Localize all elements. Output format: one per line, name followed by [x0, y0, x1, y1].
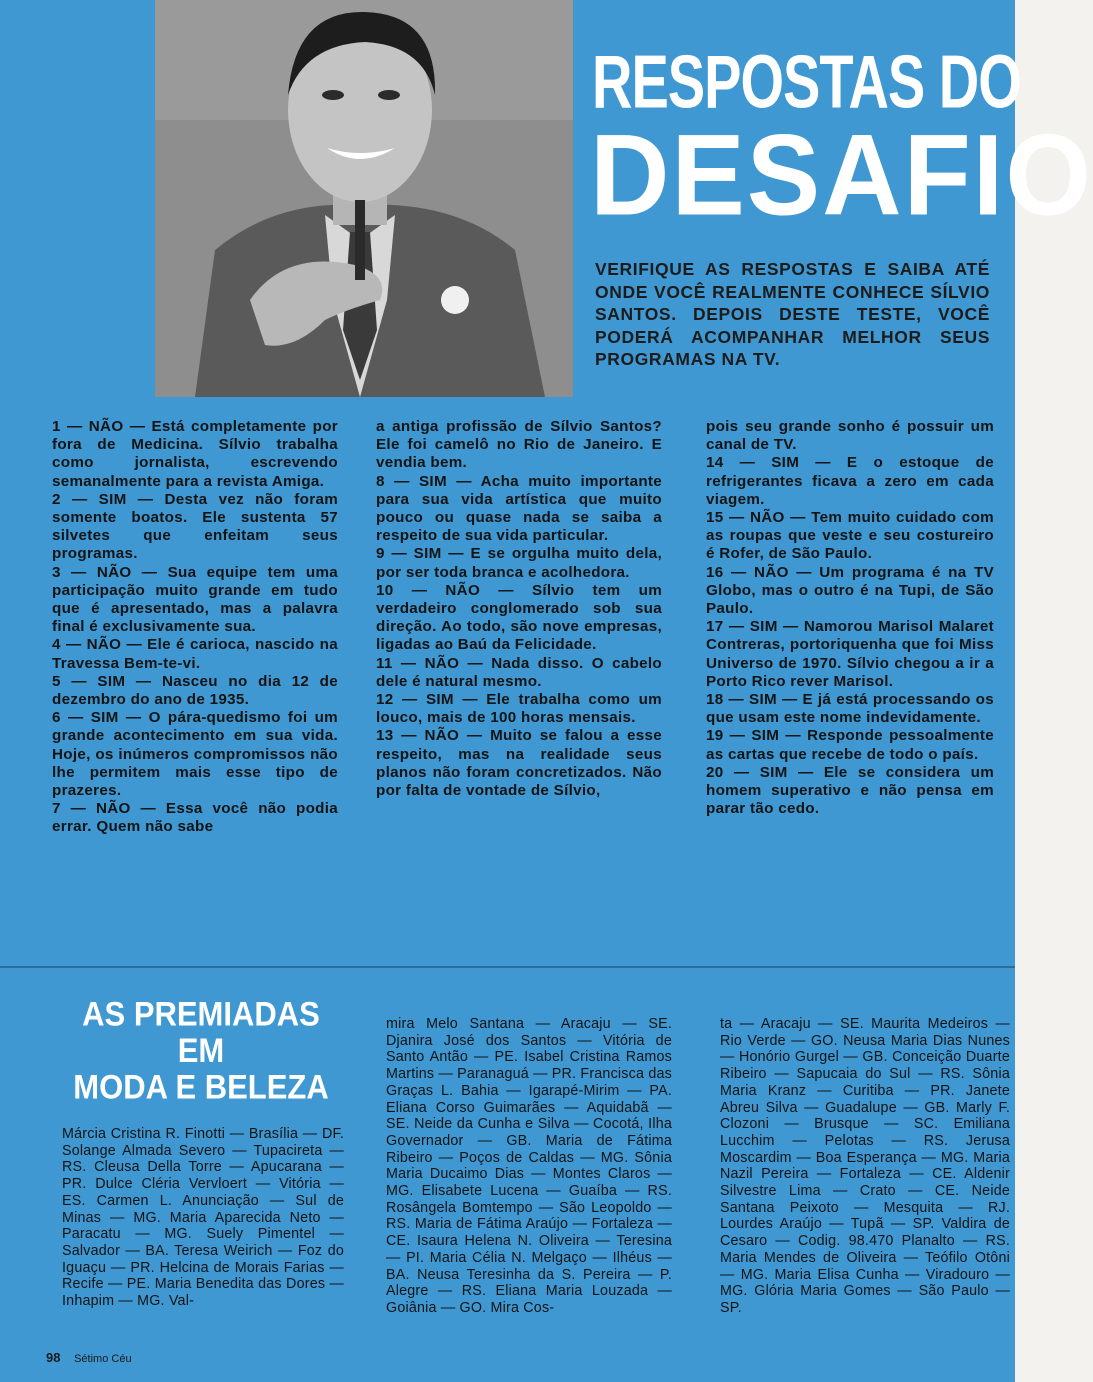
headline-line1: RESPOSTAS DO [592, 38, 1021, 124]
answer-paragraph: 1 — NÃO — Está completamente por fora de Medicina. Sílvio trabalha como jornalista, escrevendo semanalmente para a revista Amiga. [52, 418, 338, 490]
answer-paragraph: 14 — SIM — E o estoque de refrigerantes ficava a zero em cada viagem. [706, 454, 994, 508]
winners-column-2: mira Melo Santana — Aracaju — SE. Djanira José dos Santos — Vitória de Santo Antão — PE. Isabel Cristina Ramos Martins — Paranaguá — PR. Francisca das Graças L. Bahia — Igarapé-Mirim — PA. Eliana Corso Guimarães — Aquidabã — SE. Neide da Cunha e Silva — Cocotá, Ilha Governador — GB. Maria de Fátima Ribeiro — Poços de Caldas — MG. Sônia Maria Ducaimo Dias — Montes Claros — MG. Elisabete Lucena — Guaíba — RS. Rosângela Bomtempo — São Leopoldo — RS. Maria de Fátima Araújo — Fortaleza — CE. Isaura Helena N. Oliveira — Teresina — PI. Maria Célia N. Melgaço — Ilhéus — BA. Neusa Teresinha da S. Pereira — P. Alegre — RS. Eliana Maria Louzada — Goiânia — GO. Mira Cos- [386, 1016, 672, 1316]
answer-paragraph: 5 — SIM — Nasceu no dia 12 de dezembro do ano de 1935. [52, 672, 338, 709]
answers-column-2 [376, 418, 662, 800]
silvio-santos-photo [155, 0, 573, 397]
answer-paragraph: 11 — NÃO — Nada disso. O cabelo dele é natural mesmo. [376, 654, 662, 690]
answer-paragraph: 19 — SIM — Responde pessoalmente as cartas que recebe de todo o país. [706, 727, 994, 763]
prize-title-line: MODA E BELEZA [73, 1067, 329, 1106]
prize-title-line: AS PREMIADAS [82, 994, 320, 1034]
answer-paragraph: 6 — SIM — O pára-quedismo foi um grande acontecimento em sua vida. Hoje, os inúmeros compromissos não lhe permitem mais esse tipo de prazeres. [52, 709, 338, 800]
section-divider [0, 966, 1015, 968]
answer-paragraph: 2 — SIM — Desta vez não foram somente boatos. Ele sustenta 57 silvetes que enfeitam seus programas. [52, 490, 338, 563]
answer-paragraph: 8 — SIM — Acha muito importante para sua vida artística que muito pouco ou quase nada se saiba a respeito de sua vida particular. [376, 472, 662, 545]
answers-column-3 [706, 418, 994, 818]
answer-paragraph: 13 — NÃO — Muito se falou a esse respeito, mas na realidade seus planos não foram concretizados. Não por falta de vontade de Sílvio, [376, 727, 662, 800]
answer-paragraph: 18 — SIM — E já está processando os que usam este nome indevidamente. [706, 691, 994, 727]
answer-paragraph: 15 — NÃO — Tem muito cuidado com as roupas que veste e seu costureiro é Rofer, de São Paulo. [706, 509, 994, 563]
answer-paragraph: 16 — NÃO — Um programa é na TV Globo, mas o outro é na Tupi, de São Paulo. [706, 563, 994, 618]
answer-paragraph: 17 — SIM — Namorou Marisol Malaret Contreras, portoriquenha que foi Miss Universo de 1970. Sílvio chegou a ir a Porto Rico rever Marisol. [706, 618, 994, 690]
prize-section-title [56, 996, 346, 1105]
answer-paragraph: 7 — NÃO — Essa você não podia errar. Quem não sabe [52, 800, 338, 836]
answer-paragraph: pois seu grande sonho é possuir um canal de TV. [706, 418, 994, 454]
answer-paragraph: 3 — NÃO — Sua equipe tem uma participação muito grande em tudo que é apresentado, mas a palavra final é exclusivamente sua. [52, 563, 338, 636]
winners-column-3: ta — Aracaju — SE. Maurita Medeiros — Rio Verde — GO. Neusa Maria Dias Nunes — Honório Gurgel — GB. Conceição Duarte Ribeiro — Sapucaia do Sul — RS. Sônia Maria Kranz — Curitiba — PR. Janete Abreu Silva — Guadalupe — GB. Marly F. Clozoni — Brusque — SC. Emiliana Lucchim — Pelotas — RS. Jerusa Moscardim — Boa Esperança — MG. Maria Nazil Pereira — Fortaleza — CE. Aldenir Silvestre Lima — Crato — CE. Neide Santana Peixoto — Mesquita — RJ. Lourdes Araújo — Tupã — SP. Valdira de Cesaro — Codig. 98.470 Planalto — RS. Maria Mendes de Oliveira — Teófilo Otôni — MG. Maria Elisa Cunha — Viradouro — MG. Glória Maria Gomes — São Paulo — SP. [720, 1016, 1010, 1316]
page-footer [46, 1350, 132, 1365]
winners-column-1: Márcia Cristina R. Finotti — Brasília — DF. Solange Almada Severo — Tupacireta — RS. Cleusa Della Torre — Apucarana — PR. Dulce Cléria Vervloert — Vitória — ES. Carmen L. Anunciação — Sul de Minas — MG. Maria Aparecida Neto — Paracatu — MG. Suely Pimentel — Salvador — BA. Teresa Weirich — Foz do Iguaçu — PR. Helcina de Morais Farias — Recife — PE. Maria Benedita das Dores — Inhapim — MG. Val- [62, 1126, 344, 1310]
answer-paragraph: 10 — NÃO — Sílvio tem um verdadeiro conglomerado sob sua direção. Ao todo, são nove empresas, ligadas ao Baú da Felicidade. [376, 581, 662, 654]
answer-paragraph: 4 — NÃO — Ele é carioca, nascido na Travessa Bem-te-vi. [52, 636, 338, 672]
answers-column-1 [52, 418, 338, 837]
answer-paragraph: 20 — SIM — Ele se considera um homem superativo e não pensa em parar tão cedo. [706, 763, 994, 818]
page-number: 98 [46, 1350, 61, 1365]
answer-paragraph: a antiga profissão de Sílvio Santos? Ele foi camelô no Rio de Janeiro. E vendia bem. [376, 418, 662, 472]
portrait-illustration [155, 0, 573, 397]
magazine-name: Sétimo Céu [74, 1353, 132, 1365]
intro-text: VERIFIQUE AS RESPOSTAS E SAIBA ATÉ ONDE VOCÊ REALMENTE CONHECE SÍLVIO SANTOS. DEPOIS DESTE TESTE, VOCÊ PODERÁ ACOMPANHAR MELHOR SEUS PROGRAMAS NA TV. [595, 259, 990, 369]
headline-line2: DESAFIO [590, 110, 1093, 240]
prize-title-line: EM [177, 1031, 225, 1070]
answer-paragraph: 9 — SIM — E se orgulha muito dela, por ser toda branca e acolhedora. [376, 545, 662, 581]
answer-paragraph: 12 — SIM — Ele trabalha como um louco, mais de 100 horas mensais. [376, 691, 662, 727]
